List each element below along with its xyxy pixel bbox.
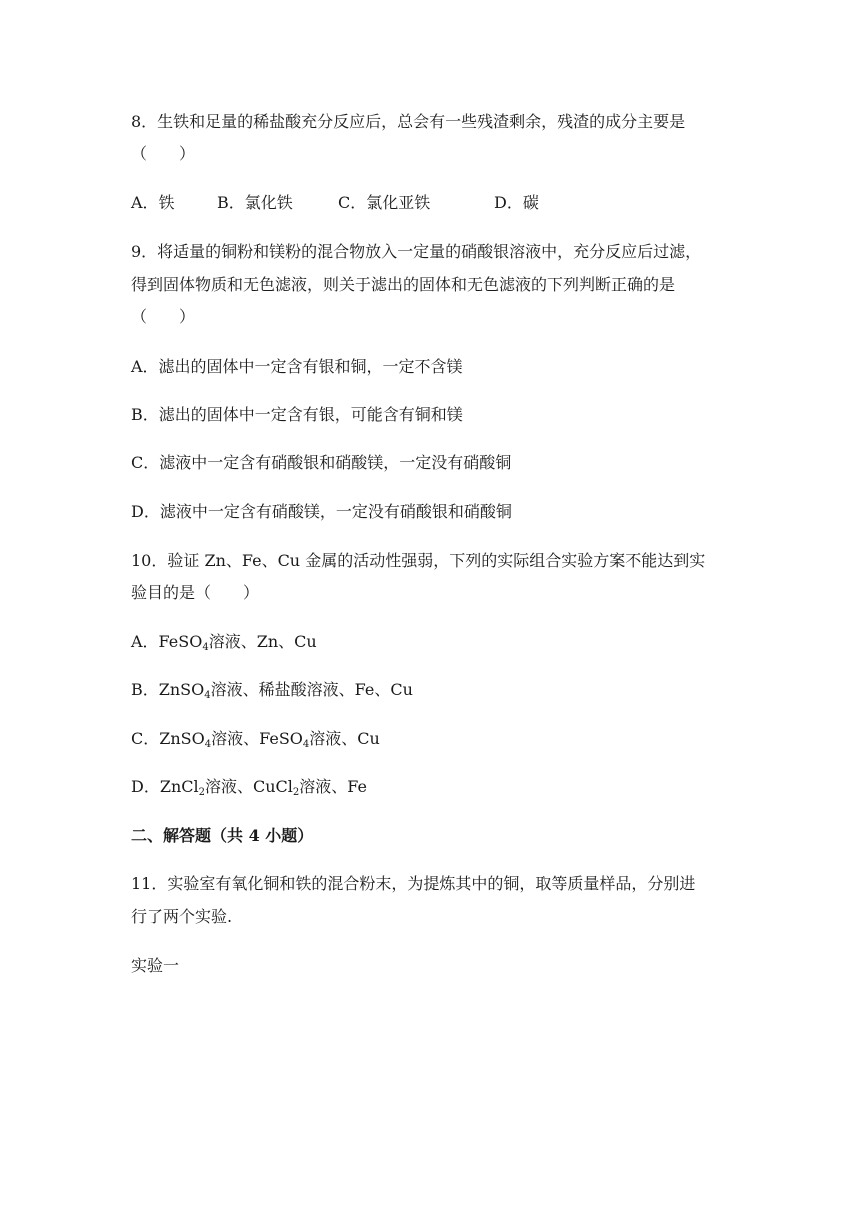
q10-option-b-subscript: 4	[204, 690, 211, 701]
q8-options	[131, 192, 731, 214]
section-heading: 二、解答题（共 4 小题）	[131, 826, 314, 845]
q10-option-a-subscript: 4	[202, 642, 209, 653]
q9-option-c: C．滤液中一定含有硝酸银和硝酸镁，一定没有硝酸铜	[131, 453, 512, 472]
q8-option-b: B．氯化铁	[217, 193, 293, 212]
q11-stem-line2: 行了两个实验.	[131, 907, 233, 926]
q10-option-a	[131, 631, 317, 653]
q9-option-d: D．滤液中一定含有硝酸镁，一定没有硝酸银和硝酸铜	[131, 502, 512, 521]
q8-option-c: C．氯化亚铁	[338, 193, 431, 212]
q11-sub-heading: 实验一	[131, 956, 180, 975]
q10-option-b	[131, 679, 413, 701]
q10-option-b-text-rest: 溶液、稀盐酸溶液、Fe、Cu	[210, 680, 413, 699]
q10-option-c-subscript-2: 4	[302, 739, 310, 750]
q10-option-d-text-rest: 溶液、Fe	[299, 777, 367, 796]
q10-option-a-text: A．FeSO	[131, 632, 203, 651]
q10-option-c-text-rest: 溶液、Cu	[309, 729, 380, 748]
q8-answer-bracket: （ ）	[131, 144, 196, 163]
q10-option-c	[131, 728, 380, 750]
q8-option-d: D．碳	[494, 193, 539, 212]
q10-option-d-subscript-1: 2	[198, 787, 205, 798]
q8-option-a: A．铁	[131, 193, 175, 212]
q8-stem: 8．生铁和足量的稀盐酸充分反应后，总会有一些残渣剩余，残渣的成分主要是	[131, 112, 686, 131]
q10-option-d-text-mid: 溶液、CuCl	[205, 777, 293, 796]
q10-stem-line1: 10．验证 Zn、Fe、Cu 金属的活动性强弱，下列的实际组合实验方案不能达到实	[131, 551, 706, 570]
q10-option-a-text-rest: 溶液、Zn、Cu	[208, 632, 317, 651]
q10-stem-line2: 验目的是（ ）	[131, 583, 260, 602]
q9-stem-line1: 9．将适量的铜粉和镁粉的混合物放入一定量的硝酸银溶液中，充分反应后过滤，	[131, 242, 702, 261]
q10-option-b-text: B．ZnSO	[131, 680, 205, 699]
q10-option-d-subscript-2: 2	[292, 787, 300, 798]
q9-option-b: B．滤出的固体中一定含有银，可能含有铜和镁	[131, 405, 463, 424]
q10-option-c-text-mid: 溶液、FeSO	[211, 729, 303, 748]
q11-stem-line1: 11．实验室有氧化铜和铁的混合粉末，为提炼其中的铜，取等质量样品，分别进	[131, 874, 696, 893]
q10-option-d	[131, 776, 367, 798]
q10-option-d-text: D．ZnCl	[131, 777, 199, 796]
q10-option-c-subscript-1: 4	[204, 739, 212, 750]
q10-option-c-text: C．ZnSO	[131, 729, 205, 748]
q9-stem-line2: 得到固体物质和无色滤液，则关于滤出的固体和无色滤液的下列判断正确的是	[131, 275, 676, 294]
q9-option-a: A．滤出的固体中一定含有银和铜，一定不含镁	[131, 357, 463, 376]
q9-answer-bracket: （ ）	[131, 307, 196, 326]
